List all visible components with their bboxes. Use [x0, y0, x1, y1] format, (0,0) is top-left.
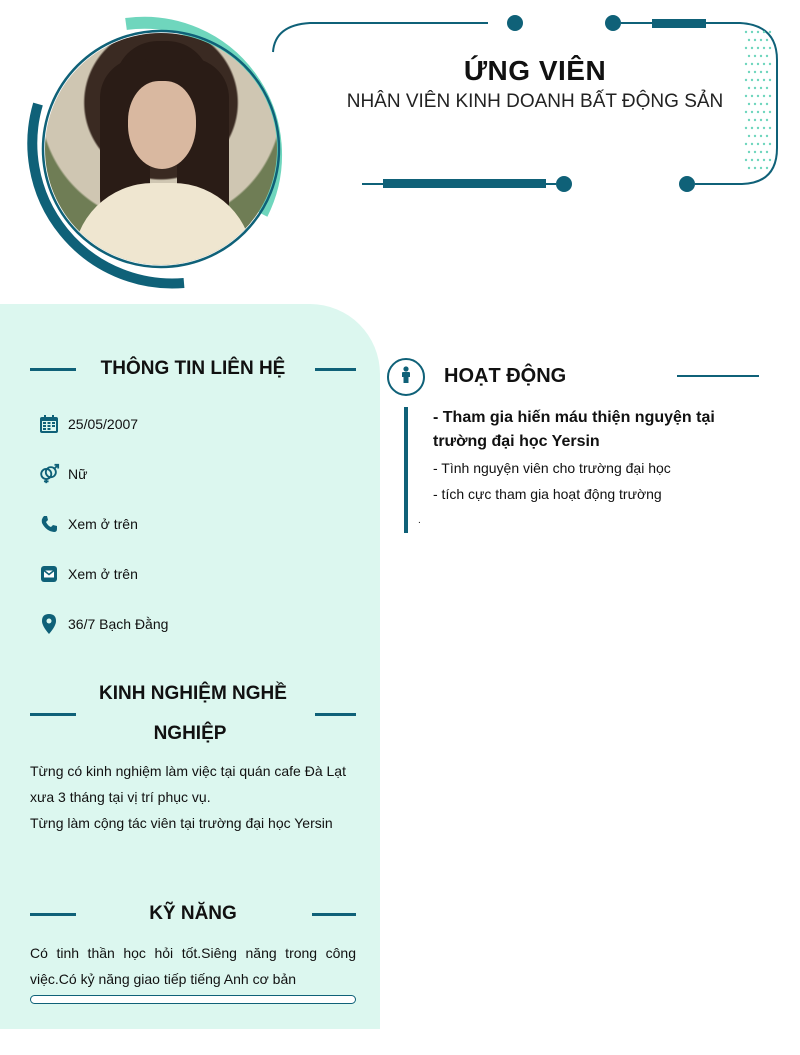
- frame-dot: [605, 15, 621, 31]
- trailing-mark: .: [418, 515, 421, 526]
- pattern-dot: [757, 159, 759, 161]
- pattern-dot: [757, 127, 759, 129]
- divider: [312, 913, 356, 916]
- pattern-dot: [760, 135, 762, 137]
- pattern-dot: [745, 31, 747, 33]
- email-row: [38, 563, 138, 585]
- pattern-dot: [757, 111, 759, 113]
- pattern-dot: [754, 55, 756, 57]
- pattern-dot: [748, 71, 750, 73]
- pattern-dot: [754, 71, 756, 73]
- pattern-dot: [763, 159, 765, 161]
- divider: [315, 368, 356, 371]
- frame-top-left: [273, 23, 488, 52]
- pattern-dot: [763, 47, 765, 49]
- pattern-dot: [748, 103, 750, 105]
- timeline-line: [404, 407, 408, 533]
- pattern-dot: [757, 47, 759, 49]
- pattern-dot: [745, 47, 747, 49]
- pattern-dot: [763, 31, 765, 33]
- experience-heading-line1: KINH NGHIỆM NGHỀ: [99, 683, 287, 704]
- job-title: NHÂN VIÊN KINH DOANH BẤT ĐỘNG SẢN: [346, 91, 724, 112]
- divider: [30, 913, 76, 916]
- pattern-dot: [769, 79, 771, 81]
- divider: [315, 713, 356, 716]
- divider: [30, 368, 76, 371]
- dot-pattern: [745, 31, 771, 169]
- pattern-dot: [748, 39, 750, 41]
- pattern-dot: [769, 143, 771, 145]
- activity-item-bold: - Tham gia hiến máu thiện nguyện tại trường đại học Yersin: [433, 409, 715, 450]
- pattern-dot: [751, 79, 753, 81]
- pattern-dot: [757, 31, 759, 33]
- pattern-dot: [766, 39, 768, 41]
- pattern-dot: [751, 31, 753, 33]
- pattern-dot: [760, 87, 762, 89]
- pattern-dot: [760, 119, 762, 121]
- email-icon: [38, 563, 60, 585]
- pattern-dot: [754, 39, 756, 41]
- profile-photo: [45, 33, 277, 265]
- pattern-dot: [754, 87, 756, 89]
- activity-badge: [387, 358, 425, 396]
- pattern-dot: [760, 151, 762, 153]
- pattern-dot: [751, 95, 753, 97]
- pattern-dot: [763, 63, 765, 65]
- email-value: Xem ở trên: [68, 566, 138, 582]
- pattern-dot: [751, 143, 753, 145]
- gender-icon: [38, 463, 60, 485]
- experience-heading-line2: NGHIỆP: [153, 723, 227, 744]
- gender-row: [38, 463, 87, 485]
- pattern-dot: [769, 159, 771, 161]
- pattern-dot: [766, 151, 768, 153]
- pattern-dot: [766, 119, 768, 121]
- pattern-dot: [763, 127, 765, 129]
- pattern-dot: [760, 55, 762, 57]
- contact-heading: THÔNG TIN LIÊN HỆ: [100, 358, 286, 379]
- birthdate-value: 25/05/2007: [68, 416, 139, 432]
- pattern-dot: [760, 167, 762, 169]
- pattern-dot: [769, 31, 771, 33]
- person-icon: [400, 366, 412, 389]
- pattern-dot: [748, 87, 750, 89]
- pattern-dot: [757, 95, 759, 97]
- pattern-dot: [745, 143, 747, 145]
- pattern-dot: [748, 135, 750, 137]
- experience-line-3: Từng làm cộng tác viên tại trường đại học Yersin: [30, 815, 333, 831]
- pattern-dot: [751, 47, 753, 49]
- address-row: [38, 613, 168, 635]
- experience-line-2: xưa 3 tháng tại vị trí phục vụ.: [30, 789, 211, 805]
- pattern-dot: [766, 55, 768, 57]
- pattern-dot: [763, 95, 765, 97]
- experience-line-1: Từng có kinh nghiệm làm việc tại quán cafe Đà Lạt: [30, 763, 346, 779]
- pattern-dot: [751, 127, 753, 129]
- pattern-dot: [763, 79, 765, 81]
- phone-row: [38, 513, 138, 535]
- pattern-dot: [748, 119, 750, 121]
- pattern-dot: [751, 63, 753, 65]
- pattern-dot: [766, 167, 768, 169]
- pattern-dot: [769, 127, 771, 129]
- gender-value: Nữ: [68, 466, 88, 482]
- pattern-dot: [748, 167, 750, 169]
- pattern-dot: [757, 63, 759, 65]
- divider: [677, 375, 759, 377]
- frame-dot: [507, 15, 523, 31]
- pattern-dot: [754, 151, 756, 153]
- skill-level-bar: [30, 995, 356, 1004]
- pattern-dot: [760, 71, 762, 73]
- phone-value: Xem ở trên: [68, 516, 138, 532]
- pattern-dot: [766, 135, 768, 137]
- pattern-dot: [745, 127, 747, 129]
- pattern-dot: [745, 159, 747, 161]
- pattern-dot: [766, 71, 768, 73]
- pattern-dot: [754, 103, 756, 105]
- pattern-dot: [751, 159, 753, 161]
- calendar-icon: [38, 413, 60, 435]
- pattern-dot: [769, 63, 771, 65]
- activity-item: - Tình nguyện viên cho trường đại học: [433, 460, 671, 476]
- map-pin-icon: [38, 613, 60, 635]
- pattern-dot: [769, 95, 771, 97]
- pattern-dot: [745, 95, 747, 97]
- pattern-dot: [748, 151, 750, 153]
- pattern-dot: [754, 119, 756, 121]
- pattern-dot: [766, 87, 768, 89]
- pattern-dot: [763, 143, 765, 145]
- pattern-dot: [751, 111, 753, 113]
- pattern-dot: [760, 39, 762, 41]
- address-value: 36/7 Bạch Đằng: [68, 616, 169, 632]
- frame-bar: [652, 19, 706, 28]
- pattern-dot: [754, 167, 756, 169]
- frame-dot: [556, 176, 572, 192]
- frame-dot: [679, 176, 695, 192]
- pattern-dot: [766, 103, 768, 105]
- skills-heading: KỸ NĂNG: [149, 903, 237, 924]
- pattern-dot: [763, 111, 765, 113]
- divider: [30, 713, 76, 716]
- phone-icon: [38, 513, 60, 535]
- birthdate-row: [38, 413, 138, 435]
- activities-heading: HOẠT ĐỘNG: [444, 365, 567, 387]
- frame-bar: [383, 179, 546, 188]
- pattern-dot: [754, 135, 756, 137]
- pattern-dot: [745, 79, 747, 81]
- activity-item: - tích cực tham gia hoạt động trường: [433, 486, 662, 502]
- pattern-dot: [769, 47, 771, 49]
- pattern-dot: [748, 55, 750, 57]
- skills-text: Có tinh thần học hỏi tốt.Siêng năng trong công việc.Có kỷ năng giao tiếp tiếng Anh cơ bản: [30, 945, 356, 987]
- pattern-dot: [769, 111, 771, 113]
- pattern-dot: [760, 103, 762, 105]
- pattern-dot: [745, 63, 747, 65]
- pattern-dot: [757, 79, 759, 81]
- pattern-dot: [757, 143, 759, 145]
- candidate-name: ỨNG VIÊN: [463, 55, 607, 86]
- pattern-dot: [745, 111, 747, 113]
